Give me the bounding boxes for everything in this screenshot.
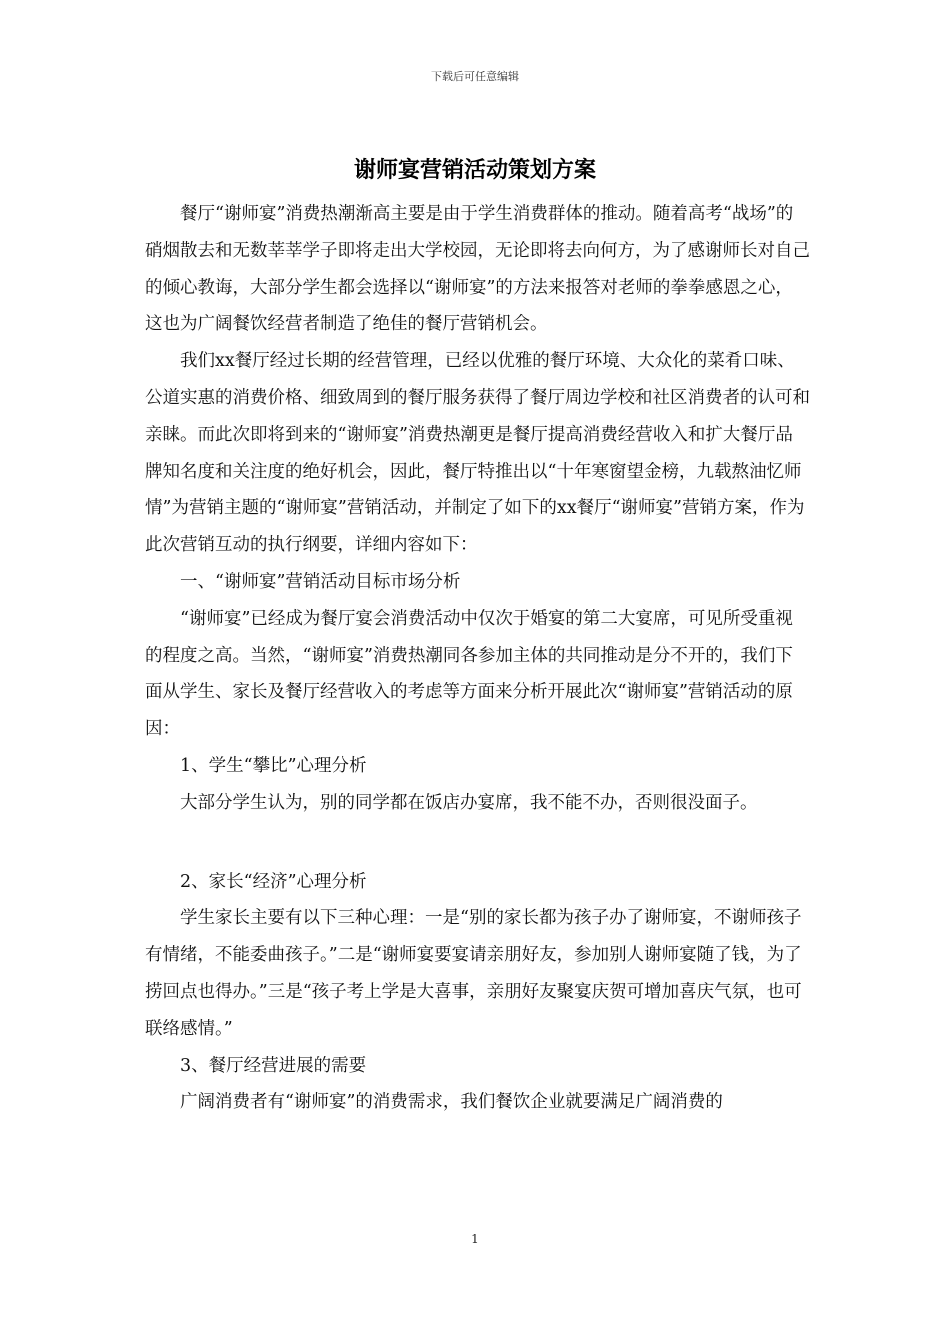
paragraph-student-psychology: 大部分学生认为，别的同学都在饭店办宴席，我不能不办，否则很没面子。 — [180, 792, 758, 813]
subheading-restaurant-needs: 3、餐厅经营进展的需要 — [180, 1055, 367, 1076]
paragraph-market-analysis: “谢师宴”已经成为餐厅宴会消费活动中仅次于婚宴的第二大宴席，可见所受重视的程度之高。当然，“谢师宴”消费热潮同各参加主体的共同推动是分不开的，我们下面从学生、家长及餐厅经营收入的考虑等方面来分析开展此次“谢师宴”营销活动的原因： — [145, 608, 793, 740]
page-number: 1 — [471, 1232, 479, 1246]
paragraph-parent-psychology: 学生家长主要有以下三种心理：一是“别的家长都为孩子办了谢师宴，不谢师孩子有情绪，不能委曲孩子。”二是“谢师宴要宴请亲朋好友，参加别人谢师宴随了钱，为了捞回点也得办。”三是“孩子考上学是大喜事，亲朋好友聚宴庆贺可增加喜庆气氛，也可联络感情。” — [145, 908, 802, 1039]
document-body — [145, 196, 810, 1121]
paragraph-intro: 餐厅“谢师宴”消费热潮渐高主要是由于学生消费群体的推动。随着高考“战场”的硝烟散去和无数莘莘学子即将走出大学校园，无论即将去向何方，为了感谢师长对自己的倾心教诲，大部分学生都会选择以“谢师宴”的方法来报答对老师的拳拳感恩之心，这也为广阔餐饮经营者制造了绝佳的餐厅营销机会。 — [145, 204, 810, 335]
document-title: 谢师宴营销活动策划方案 — [353, 157, 596, 183]
paragraph-restaurant-needs: 广阔消费者有“谢师宴”的消费需求，我们餐饮企业就要满足广阔消费的 — [180, 1092, 723, 1113]
paragraph-gap — [145, 822, 810, 864]
header-note: 下载后可任意编辑 — [431, 70, 519, 83]
section-heading-market-analysis: 一、“谢师宴”营销活动目标市场分析 — [180, 571, 461, 592]
paragraph-restaurant: 我们xx餐厅经过长期的经营管理，已经以优雅的餐厅环境、大众化的菜肴口味、公道实惠的消费价格、细致周到的餐厅服务获得了餐厅周边学校和社区消费者的认可和亲睐。而此次即将到来的“谢师宴”消费热潮更是餐厅提高消费经营收入和扩大餐厅品牌知名度和关注度的绝好机会，因此，餐厅特推出以“十年寒窗望金榜，九载熬油忆师情”为营销主题的“谢师宴”营销活动，并制定了如下的xx餐厅“谢师宴”营销方案，作为此次营销互动的执行纲要，详细内容如下： — [145, 351, 810, 556]
subheading-student-psychology: 1、学生“攀比”心理分析 — [180, 755, 367, 776]
subheading-parent-psychology: 2、家长“经济”心理分析 — [180, 871, 367, 892]
